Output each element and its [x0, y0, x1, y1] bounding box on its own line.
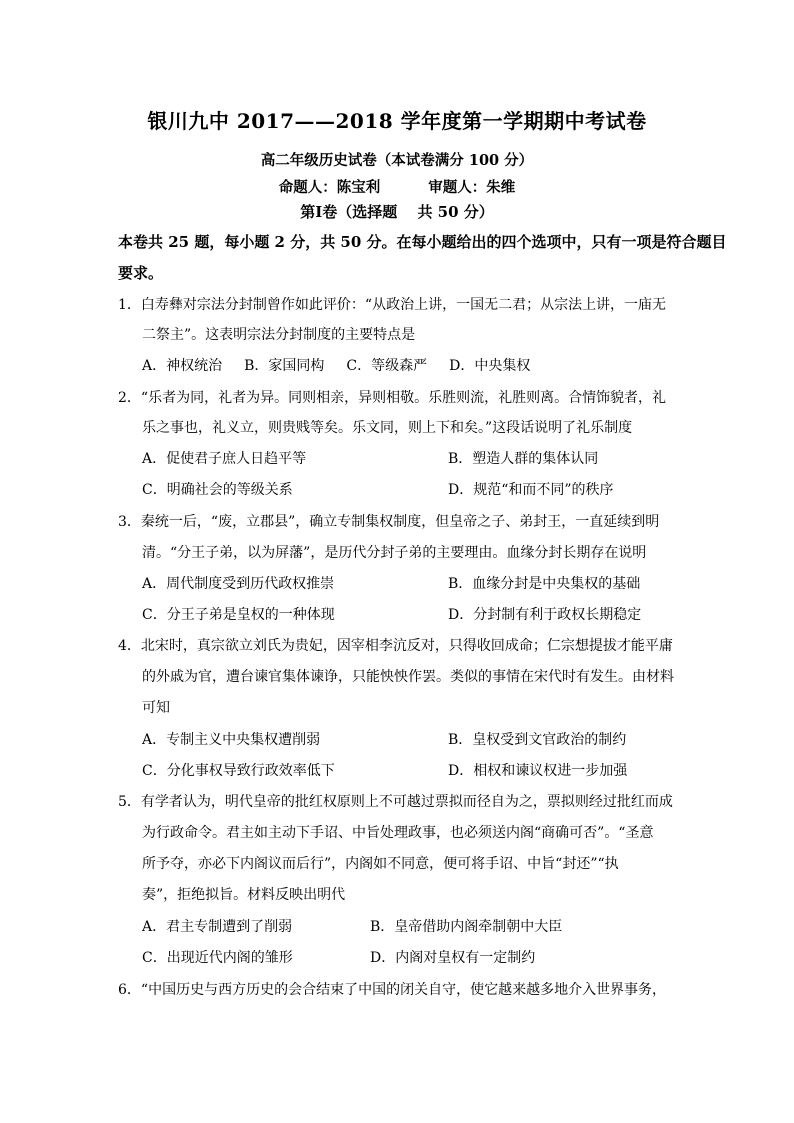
question-3-line-2: 清。“分王子弟，以为屏藩”，是历代分封子弟的主要理由。血缘分封长期存在说明	[142, 545, 647, 561]
instructions-line-1: 本卷共 25 题，每小题 2 分，共 50 分。在每小题给出的四个选项中，只有一项是符合题目	[118, 233, 727, 251]
question-1-option-c[interactable]: C．等级森严	[346, 358, 428, 374]
question-5-line-4: 奏”，拒绝拟旨。材料反映出明代	[142, 887, 346, 903]
question-3-option-c[interactable]: C．分王子弟是皇权的一种体现	[142, 607, 335, 623]
question-4-option-a[interactable]: A．专制主义中央集权遭削弱	[142, 732, 321, 748]
question-4-option-c[interactable]: C．分化事权导致行政效率低下	[142, 763, 335, 779]
question-2-line-1: 2．“乐者为同，礼者为异。同则相亲，异则相敬。乐胜则流，礼胜则离。合情饰貌者，礼	[118, 390, 667, 406]
reviewer-label: 审题人：朱维	[428, 179, 516, 196]
question-4-line-1: 4．北宋时，真宗欲立刘氏为贵妃，因宰相李沆反对，只得收回成命；仁宗想提拔才能平庸	[118, 638, 673, 654]
exam-authors	[0, 176, 794, 197]
question-3-line-1: 3．秦统一后，“废，立郡县”，确立专制集权制度，但皇帝之子、弟封王，一直延续到明	[118, 514, 660, 530]
question-3-option-b[interactable]: B．血缘分封是中央集权的基础	[448, 576, 641, 592]
question-4-option-b[interactable]: B．皇权受到文官政治的制约	[448, 732, 627, 748]
question-2-option-d[interactable]: D．规范“和而不同”的秩序	[448, 482, 614, 498]
question-3-option-d[interactable]: D．分封制有利于政权长期稳定	[448, 607, 642, 623]
exam-title: 银川九中 2017——2018 学年度第一学期期中考试卷	[147, 109, 647, 133]
question-5-line-2: 为行政命令。君主如主动下手诏、中旨处理政事，也必须送内阁“商确可否”。“圣意	[142, 825, 654, 841]
question-2-option-b[interactable]: B．塑造人群的集体认同	[448, 451, 599, 467]
author-label: 命题人：陈宝利	[278, 179, 381, 196]
question-1-options	[142, 356, 552, 376]
question-5-line-1: 5．有学者认为，明代皇帝的批红权原则上不可越过票拟而径自为之，票拟则经过批红而成	[118, 794, 673, 810]
instructions-line-2: 要求。	[118, 264, 164, 282]
question-5-line-3: 所予夺，亦必下内阁议而后行”，内阁如不同意，便可将手诏、中旨“封还”“执	[142, 856, 619, 872]
question-4-line-2: 的外戚为官，遭台谏官集体谏诤，只能怏怏作罢。类似的事情在宋代时有发生。由材料	[142, 669, 674, 685]
question-4-option-d[interactable]: D．相权和谏议权进一步加强	[448, 763, 628, 779]
question-2-option-a[interactable]: A．促使君子庶人日趋平等	[142, 451, 307, 467]
question-1-option-d[interactable]: D．中央集权	[449, 358, 531, 374]
question-5-option-d[interactable]: D．内阁对皇权有一定制约	[370, 950, 536, 966]
question-3-option-a[interactable]: A．周代制度受到历代政权推崇	[142, 576, 335, 592]
question-5-option-b[interactable]: B．皇帝借助内阁牵制朝中大臣	[370, 919, 563, 935]
section-heading: 第Ⅰ卷（选择题 共 50 分）	[300, 203, 494, 221]
question-1-line-2: 二祭主”。这表明宗法分封制度的主要特点是	[142, 327, 416, 343]
question-5-option-a[interactable]: A．君主专制遭到了削弱	[142, 919, 293, 935]
question-2-line-2: 乐之事也，礼义立，则贵贱等矣。乐文同，则上下和矣。”这段话说明了礼乐制度	[142, 420, 633, 436]
question-4-line-3: 可知	[142, 700, 170, 716]
question-5-option-c[interactable]: C．出现近代内阁的雏形	[142, 950, 293, 966]
question-1-line-1: 1．白寿彝对宗法分封制曾作如此评价：“从政治上讲，一国无二君；从宗法上讲，一庙无	[118, 297, 667, 313]
question-2-option-c[interactable]: C．明确社会的等级关系	[142, 482, 293, 498]
exam-subtitle: 高二年级历史试卷（本试卷满分 100 分）	[260, 152, 534, 169]
question-1-option-a[interactable]: A．神权统治	[142, 358, 223, 374]
question-6-line-1: 6．“中国历史与西方历史的会合结束了中国的闭关自守，使它越来越多地介入世界事务，	[118, 982, 667, 998]
question-1-option-b[interactable]: B．家国同构	[244, 358, 325, 374]
